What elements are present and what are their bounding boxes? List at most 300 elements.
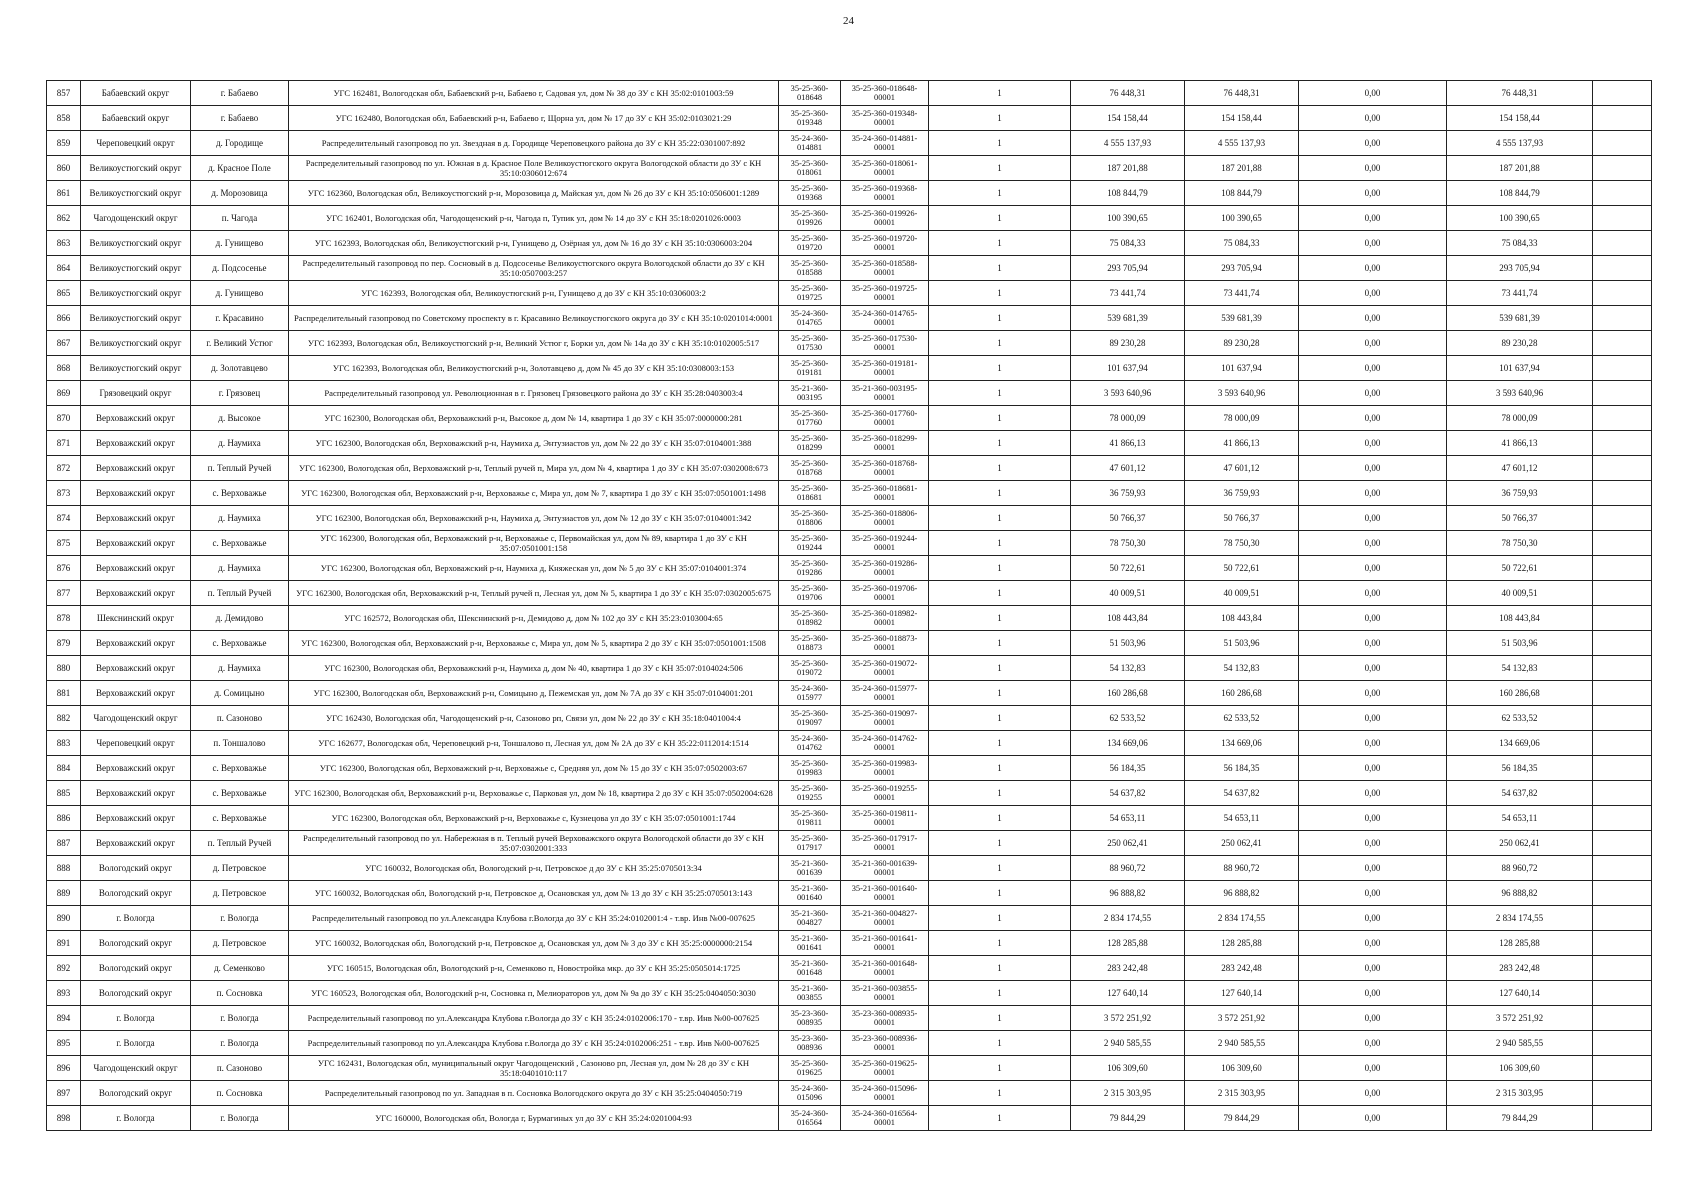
settlement-cell: д. Наумиха [191, 656, 289, 681]
note-cell [1593, 706, 1652, 731]
object-code-cell: 35-25-360-018588-00001 [841, 256, 929, 281]
table-row [47, 1056, 1652, 1081]
residual-value-cell: 106 309,60 [1447, 1056, 1593, 1081]
row-number-cell: 886 [47, 806, 81, 831]
residual-value-cell: 88 960,72 [1447, 856, 1593, 881]
depreciation-cell: 0,00 [1299, 1106, 1447, 1131]
inventory-code-cell: 35-25-360-019926 [779, 206, 841, 231]
residual-value-cell: 108 443,84 [1447, 606, 1593, 631]
district-cell: Великоустюгский округ [81, 231, 191, 256]
inventory-code-cell: 35-25-360-019286 [779, 556, 841, 581]
settlement-cell: г. Вологда [191, 1006, 289, 1031]
settlement-cell: с. Верховажье [191, 756, 289, 781]
object-code-cell: 35-25-360-019725-00001 [841, 281, 929, 306]
note-cell [1593, 81, 1652, 106]
residual-value-cell: 3 572 251,92 [1447, 1006, 1593, 1031]
table-row [47, 831, 1652, 856]
quantity-cell: 1 [929, 156, 1071, 181]
row-number-cell: 895 [47, 1031, 81, 1056]
residual-value-cell: 160 286,68 [1447, 681, 1593, 706]
object-code-cell: 35-21-360-001639-00001 [841, 856, 929, 881]
table-row [47, 381, 1652, 406]
note-cell [1593, 781, 1652, 806]
district-cell: Верховажский округ [81, 406, 191, 431]
book-value-cell: 3 593 640,96 [1185, 381, 1299, 406]
residual-value-cell: 108 844,79 [1447, 181, 1593, 206]
object-code-cell: 35-25-360-018681-00001 [841, 481, 929, 506]
object-code-cell: 35-21-360-001640-00001 [841, 881, 929, 906]
object-code-cell: 35-24-360-014765-00001 [841, 306, 929, 331]
depreciation-cell: 0,00 [1299, 981, 1447, 1006]
quantity-cell: 1 [929, 831, 1071, 856]
depreciation-cell: 0,00 [1299, 631, 1447, 656]
inventory-code-cell: 35-25-360-019368 [779, 181, 841, 206]
depreciation-cell: 0,00 [1299, 731, 1447, 756]
book-value-cell: 100 390,65 [1185, 206, 1299, 231]
district-cell: г. Вологда [81, 1031, 191, 1056]
inventory-code-cell: 35-25-360-019720 [779, 231, 841, 256]
table-row [47, 181, 1652, 206]
initial-cost-cell: 187 201,88 [1071, 156, 1185, 181]
note-cell [1593, 406, 1652, 431]
quantity-cell: 1 [929, 781, 1071, 806]
row-number-cell: 863 [47, 231, 81, 256]
residual-value-cell: 36 759,93 [1447, 481, 1593, 506]
book-value-cell: 47 601,12 [1185, 456, 1299, 481]
initial-cost-cell: 3 593 640,96 [1071, 381, 1185, 406]
residual-value-cell: 4 555 137,93 [1447, 131, 1593, 156]
initial-cost-cell: 47 601,12 [1071, 456, 1185, 481]
object-address-cell: УГС 162300, Вологодская обл, Верховажский р-н, Наумиха д, Княжеская ул, дом № 5 до ЗУ с КН 35:07:0104001:374 [289, 556, 779, 581]
initial-cost-cell: 89 230,28 [1071, 331, 1185, 356]
settlement-cell: д. Петровское [191, 856, 289, 881]
note-cell [1593, 531, 1652, 556]
district-cell: Череповецкий округ [81, 131, 191, 156]
quantity-cell: 1 [929, 981, 1071, 1006]
quantity-cell: 1 [929, 906, 1071, 931]
object-code-cell: 35-25-360-018299-00001 [841, 431, 929, 456]
object-code-cell: 35-25-360-019097-00001 [841, 706, 929, 731]
object-address-cell: УГС 162300, Вологодская обл, Верховажский р-н, Теплый ручей п, Лесная ул, дом № 5, квартира 1 до ЗУ с КН 35:07:0302005:675 [289, 581, 779, 606]
table-row [47, 481, 1652, 506]
quantity-cell: 1 [929, 281, 1071, 306]
initial-cost-cell: 283 242,48 [1071, 956, 1185, 981]
depreciation-cell: 0,00 [1299, 281, 1447, 306]
note-cell [1593, 431, 1652, 456]
quantity-cell: 1 [929, 1006, 1071, 1031]
district-cell: Верховажский округ [81, 756, 191, 781]
district-cell: Великоустюгский округ [81, 181, 191, 206]
book-value-cell: 96 888,82 [1185, 881, 1299, 906]
quantity-cell: 1 [929, 231, 1071, 256]
object-code-cell: 35-21-360-001641-00001 [841, 931, 929, 956]
table-row [47, 781, 1652, 806]
object-address-cell: УГС 162393, Вологодская обл, Великоустюгский р-н, Гунищево д, Озёрная ул, дом № 16 до ЗУ с КН 35:10:0306003:204 [289, 231, 779, 256]
note-cell [1593, 681, 1652, 706]
quantity-cell: 1 [929, 881, 1071, 906]
initial-cost-cell: 96 888,82 [1071, 881, 1185, 906]
inventory-code-cell: 35-25-360-019181 [779, 356, 841, 381]
object-address-cell: Распределительный газопровод по пер. Сосновый в д. Подсосенье Великоустюгского округа Вологодской области до ЗУ с КН 35:10:0507003:257 [289, 256, 779, 281]
book-value-cell: 4 555 137,93 [1185, 131, 1299, 156]
object-address-cell: Распределительный газопровод по ул. Звездная в д. Городище Череповецкого района до ЗУ с КН 35:22:0301007:892 [289, 131, 779, 156]
book-value-cell: 539 681,39 [1185, 306, 1299, 331]
quantity-cell: 1 [929, 756, 1071, 781]
object-code-cell: 35-23-360-008936-00001 [841, 1031, 929, 1056]
depreciation-cell: 0,00 [1299, 131, 1447, 156]
row-number-cell: 873 [47, 481, 81, 506]
row-number-cell: 869 [47, 381, 81, 406]
settlement-cell: п. Сазоново [191, 1056, 289, 1081]
district-cell: Вологодский округ [81, 1081, 191, 1106]
object-address-cell: УГС 162300, Вологодская обл, Верховажский р-н, Наумиха д, Энтузиастов ул, дом № 22 до ЗУ с КН 35:07:0104001:388 [289, 431, 779, 456]
inventory-code-cell: 35-23-360-008936 [779, 1031, 841, 1056]
initial-cost-cell: 40 009,51 [1071, 581, 1185, 606]
object-address-cell: УГС 162300, Вологодская обл, Верховажский р-н, Теплый ручей п, Мира ул, дом № 4, квартира 1 до ЗУ с КН 35:07:0302008:673 [289, 456, 779, 481]
row-number-cell: 874 [47, 506, 81, 531]
table-row [47, 981, 1652, 1006]
residual-value-cell: 73 441,74 [1447, 281, 1593, 306]
settlement-cell: п. Сосновка [191, 1081, 289, 1106]
table-row [47, 656, 1652, 681]
book-value-cell: 128 285,88 [1185, 931, 1299, 956]
district-cell: Великоустюгский округ [81, 356, 191, 381]
quantity-cell: 1 [929, 931, 1071, 956]
residual-value-cell: 2 940 585,55 [1447, 1031, 1593, 1056]
object-address-cell: УГС 162300, Вологодская обл, Верховажский р-н, Верховажье с, Первомайская ул, дом № 89, квартира 1 до ЗУ с КН 35:07:0501001:158 [289, 531, 779, 556]
district-cell: Верховажский округ [81, 481, 191, 506]
inventory-code-cell: 35-21-360-001648 [779, 956, 841, 981]
district-cell: Великоустюгский округ [81, 331, 191, 356]
district-cell: Бабаевский округ [81, 81, 191, 106]
object-code-cell: 35-21-360-003195-00001 [841, 381, 929, 406]
inventory-code-cell: 35-25-360-018299 [779, 431, 841, 456]
initial-cost-cell: 62 533,52 [1071, 706, 1185, 731]
settlement-cell: с. Верховажье [191, 631, 289, 656]
book-value-cell: 76 448,31 [1185, 81, 1299, 106]
district-cell: г. Вологда [81, 1106, 191, 1131]
quantity-cell: 1 [929, 481, 1071, 506]
district-cell: Верховажский округ [81, 681, 191, 706]
district-cell: Вологодский округ [81, 981, 191, 1006]
settlement-cell: г. Великий Устюг [191, 331, 289, 356]
object-address-cell: УГС 162393, Вологодская обл, Великоустюгский р-н, Золотавцево д, дом № 45 до ЗУ с КН 35:10:0308003:153 [289, 356, 779, 381]
row-number-cell: 858 [47, 106, 81, 131]
initial-cost-cell: 106 309,60 [1071, 1056, 1185, 1081]
book-value-cell: 41 866,13 [1185, 431, 1299, 456]
settlement-cell: г. Вологда [191, 1031, 289, 1056]
row-number-cell: 881 [47, 681, 81, 706]
quantity-cell: 1 [929, 331, 1071, 356]
table-row [47, 406, 1652, 431]
object-code-cell: 35-25-360-018768-00001 [841, 456, 929, 481]
district-cell: Верховажский округ [81, 656, 191, 681]
inventory-code-cell: 35-21-360-001640 [779, 881, 841, 906]
residual-value-cell: 96 888,82 [1447, 881, 1593, 906]
settlement-cell: п. Теплый Ручей [191, 831, 289, 856]
settlement-cell: д. Наумиха [191, 431, 289, 456]
inventory-code-cell: 35-24-360-015977 [779, 681, 841, 706]
note-cell [1593, 931, 1652, 956]
note-cell [1593, 1006, 1652, 1031]
inventory-code-cell: 35-25-360-019625 [779, 1056, 841, 1081]
object-code-cell: 35-21-360-003855-00001 [841, 981, 929, 1006]
table-row [47, 131, 1652, 156]
note-cell [1593, 906, 1652, 931]
district-cell: Вологодский округ [81, 931, 191, 956]
district-cell: Бабаевский округ [81, 106, 191, 131]
row-number-cell: 880 [47, 656, 81, 681]
residual-value-cell: 2 315 303,95 [1447, 1081, 1593, 1106]
quantity-cell: 1 [929, 631, 1071, 656]
residual-value-cell: 62 533,52 [1447, 706, 1593, 731]
object-address-cell: УГС 162300, Вологодская обл, Верховажский р-н, Наумиха д, Энтузиастов ул, дом № 12 до ЗУ с КН 35:07:0104001:342 [289, 506, 779, 531]
district-cell: г. Вологда [81, 1006, 191, 1031]
object-code-cell: 35-25-360-018873-00001 [841, 631, 929, 656]
quantity-cell: 1 [929, 656, 1071, 681]
residual-value-cell: 50 722,61 [1447, 556, 1593, 581]
inventory-code-cell: 35-25-360-019706 [779, 581, 841, 606]
initial-cost-cell: 250 062,41 [1071, 831, 1185, 856]
object-code-cell: 35-24-360-014881-00001 [841, 131, 929, 156]
initial-cost-cell: 134 669,06 [1071, 731, 1185, 756]
book-value-cell: 108 443,84 [1185, 606, 1299, 631]
row-number-cell: 866 [47, 306, 81, 331]
district-cell: Верховажский округ [81, 581, 191, 606]
object-code-cell: 35-25-360-019368-00001 [841, 181, 929, 206]
row-number-cell: 882 [47, 706, 81, 731]
object-code-cell: 35-25-360-019983-00001 [841, 756, 929, 781]
settlement-cell: д. Гунищево [191, 281, 289, 306]
depreciation-cell: 0,00 [1299, 681, 1447, 706]
settlement-cell: г. Вологда [191, 1106, 289, 1131]
note-cell [1593, 856, 1652, 881]
row-number-cell: 867 [47, 331, 81, 356]
depreciation-cell: 0,00 [1299, 1081, 1447, 1106]
depreciation-cell: 0,00 [1299, 806, 1447, 831]
object-code-cell: 35-21-360-001648-00001 [841, 956, 929, 981]
note-cell [1593, 581, 1652, 606]
table-row [47, 1031, 1652, 1056]
inventory-code-cell: 35-25-360-018588 [779, 256, 841, 281]
settlement-cell: г. Красавино [191, 306, 289, 331]
object-address-cell: УГС 160032, Вологодская обл, Вологодский р-н, Петровское д до ЗУ с КН 35:25:0705013:34 [289, 856, 779, 881]
row-number-cell: 894 [47, 1006, 81, 1031]
object-address-cell: УГС 162393, Вологодская обл, Великоустюгский р-н, Великий Устюг г, Борки ул, дом № 14а до ЗУ с КН 35:10:0102005:517 [289, 331, 779, 356]
residual-value-cell: 2 834 174,55 [1447, 906, 1593, 931]
registry-table-body [47, 81, 1652, 1131]
initial-cost-cell: 54 637,82 [1071, 781, 1185, 806]
book-value-cell: 127 640,14 [1185, 981, 1299, 1006]
object-address-cell: УГС 162300, Вологодская обл, Верховажский р-н, Верховажье с, Кузнецова ул до ЗУ с КН 35:07:0501001:1744 [289, 806, 779, 831]
quantity-cell: 1 [929, 681, 1071, 706]
object-code-cell: 35-25-360-019072-00001 [841, 656, 929, 681]
object-code-cell: 35-25-360-019811-00001 [841, 806, 929, 831]
residual-value-cell: 51 503,96 [1447, 631, 1593, 656]
object-address-cell: УГС 162481, Вологодская обл, Бабаевский р-н, Бабаево г, Садовая ул, дом № 38 до ЗУ с КН 35:02:0101003:59 [289, 81, 779, 106]
row-number-cell: 892 [47, 956, 81, 981]
settlement-cell: д. Семенково [191, 956, 289, 981]
inventory-code-cell: 35-21-360-001641 [779, 931, 841, 956]
quantity-cell: 1 [929, 806, 1071, 831]
quantity-cell: 1 [929, 256, 1071, 281]
row-number-cell: 885 [47, 781, 81, 806]
row-number-cell: 896 [47, 1056, 81, 1081]
depreciation-cell: 0,00 [1299, 531, 1447, 556]
table-row [47, 231, 1652, 256]
depreciation-cell: 0,00 [1299, 206, 1447, 231]
object-code-cell: 35-25-360-018982-00001 [841, 606, 929, 631]
object-code-cell: 35-25-360-019244-00001 [841, 531, 929, 556]
row-number-cell: 893 [47, 981, 81, 1006]
settlement-cell: с. Верховажье [191, 481, 289, 506]
settlement-cell: д. Демидово [191, 606, 289, 631]
note-cell [1593, 456, 1652, 481]
residual-value-cell: 250 062,41 [1447, 831, 1593, 856]
object-code-cell: 35-25-360-017917-00001 [841, 831, 929, 856]
residual-value-cell: 79 844,29 [1447, 1106, 1593, 1131]
initial-cost-cell: 56 184,35 [1071, 756, 1185, 781]
inventory-code-cell: 35-25-360-019097 [779, 706, 841, 731]
book-value-cell: 78 750,30 [1185, 531, 1299, 556]
object-address-cell: УГС 162393, Вологодская обл, Великоустюгский р-н, Гунищево д до ЗУ с КН 35:10:0306003:2 [289, 281, 779, 306]
note-cell [1593, 131, 1652, 156]
object-code-cell: 35-24-360-014762-00001 [841, 731, 929, 756]
table-row [47, 331, 1652, 356]
row-number-cell: 891 [47, 931, 81, 956]
initial-cost-cell: 50 722,61 [1071, 556, 1185, 581]
object-code-cell: 35-25-360-018061-00001 [841, 156, 929, 181]
row-number-cell: 878 [47, 606, 81, 631]
table-row [47, 881, 1652, 906]
depreciation-cell: 0,00 [1299, 656, 1447, 681]
note-cell [1593, 631, 1652, 656]
quantity-cell: 1 [929, 181, 1071, 206]
quantity-cell: 1 [929, 1081, 1071, 1106]
note-cell [1593, 606, 1652, 631]
residual-value-cell: 134 669,06 [1447, 731, 1593, 756]
district-cell: Чагодощенский округ [81, 206, 191, 231]
note-cell [1593, 956, 1652, 981]
initial-cost-cell: 101 637,94 [1071, 356, 1185, 381]
residual-value-cell: 75 084,33 [1447, 231, 1593, 256]
row-number-cell: 897 [47, 1081, 81, 1106]
object-code-cell: 35-25-360-019625-00001 [841, 1056, 929, 1081]
table-row [47, 681, 1652, 706]
object-address-cell: Распределительный газопровод по ул. Южная в д. Красное Поле Великоустюгского округа Вологодской области до ЗУ с КН 35:10:0306012:674 [289, 156, 779, 181]
book-value-cell: 160 286,68 [1185, 681, 1299, 706]
object-code-cell: 35-25-360-018648-00001 [841, 81, 929, 106]
object-code-cell: 35-24-360-015977-00001 [841, 681, 929, 706]
object-code-cell: 35-23-360-008935-00001 [841, 1006, 929, 1031]
inventory-code-cell: 35-24-360-014765 [779, 306, 841, 331]
object-address-cell: Распределительный газопровод по ул. Набережная в п. Теплый ручей Верховажского округа Вологодской области до ЗУ с КН 35:07:0302001:333 [289, 831, 779, 856]
depreciation-cell: 0,00 [1299, 1031, 1447, 1056]
object-code-cell: 35-25-360-019720-00001 [841, 231, 929, 256]
book-value-cell: 250 062,41 [1185, 831, 1299, 856]
residual-value-cell: 40 009,51 [1447, 581, 1593, 606]
table-row [47, 256, 1652, 281]
initial-cost-cell: 75 084,33 [1071, 231, 1185, 256]
table-row [47, 356, 1652, 381]
row-number-cell: 879 [47, 631, 81, 656]
quantity-cell: 1 [929, 956, 1071, 981]
inventory-code-cell: 35-25-360-019811 [779, 806, 841, 831]
row-number-cell: 898 [47, 1106, 81, 1131]
table-row [47, 156, 1652, 181]
initial-cost-cell: 2 834 174,55 [1071, 906, 1185, 931]
depreciation-cell: 0,00 [1299, 456, 1447, 481]
depreciation-cell: 0,00 [1299, 231, 1447, 256]
residual-value-cell: 154 158,44 [1447, 106, 1593, 131]
residual-value-cell: 293 705,94 [1447, 256, 1593, 281]
book-value-cell: 3 572 251,92 [1185, 1006, 1299, 1031]
quantity-cell: 1 [929, 556, 1071, 581]
book-value-cell: 2 834 174,55 [1185, 906, 1299, 931]
settlement-cell: д. Высокое [191, 406, 289, 431]
note-cell [1593, 656, 1652, 681]
inventory-code-cell: 35-25-360-018873 [779, 631, 841, 656]
row-number-cell: 870 [47, 406, 81, 431]
district-cell: Великоустюгский округ [81, 306, 191, 331]
quantity-cell: 1 [929, 531, 1071, 556]
inventory-code-cell: 35-24-360-015096 [779, 1081, 841, 1106]
note-cell [1593, 281, 1652, 306]
initial-cost-cell: 73 441,74 [1071, 281, 1185, 306]
note-cell [1593, 881, 1652, 906]
object-address-cell: Распределительный газопровод по ул.Александра Клубова г.Вологда до ЗУ с КН 35:24:0102006:170 - т.вр. Инв №00-007625 [289, 1006, 779, 1031]
object-address-cell: УГС 162300, Вологодская обл, Верховажский р-н, Верховажье с, Средняя ул, дом № 15 до ЗУ с КН 35:07:0502003:67 [289, 756, 779, 781]
quantity-cell: 1 [929, 856, 1071, 881]
table-row [47, 281, 1652, 306]
quantity-cell: 1 [929, 606, 1071, 631]
table-row [47, 1006, 1652, 1031]
settlement-cell: с. Верховажье [191, 531, 289, 556]
settlement-cell: п. Сосновка [191, 981, 289, 1006]
book-value-cell: 134 669,06 [1185, 731, 1299, 756]
quantity-cell: 1 [929, 131, 1071, 156]
object-address-cell: Распределительный газопровод по ул.Александра Клубова г.Вологда до ЗУ с КН 35:24:0102001:4 - т.вр. Инв №00-007625 [289, 906, 779, 931]
book-value-cell: 62 533,52 [1185, 706, 1299, 731]
depreciation-cell: 0,00 [1299, 381, 1447, 406]
object-address-cell: УГС 162360, Вологодская обл, Великоустюгский р-н, Морозовица д, Майская ул, дом № 26 до ЗУ с КН 35:10:0506001:1289 [289, 181, 779, 206]
initial-cost-cell: 54 653,11 [1071, 806, 1185, 831]
object-address-cell: УГС 162300, Вологодская обл, Верховажский р-н, Верховажье с, Мира ул, дом № 7, квартира 1 до ЗУ с КН 35:07:0501001:1498 [289, 481, 779, 506]
table-row [47, 931, 1652, 956]
object-address-cell: УГС 162401, Вологодская обл, Чагодощенский р-н, Чагода п, Тупик ул, дом № 14 до ЗУ с КН 35:18:0201026:0003 [289, 206, 779, 231]
table-row [47, 306, 1652, 331]
district-cell: Чагодощенский округ [81, 1056, 191, 1081]
inventory-code-cell: 35-25-360-018982 [779, 606, 841, 631]
quantity-cell: 1 [929, 706, 1071, 731]
object-code-cell: 35-25-360-017760-00001 [841, 406, 929, 431]
book-value-cell: 106 309,60 [1185, 1056, 1299, 1081]
object-address-cell: Распределительный газопровод по Советскому проспекту в г. Красавино Великоустюгского округа до ЗУ с КН 35:10:0201014:0001 [289, 306, 779, 331]
inventory-code-cell: 35-25-360-017760 [779, 406, 841, 431]
depreciation-cell: 0,00 [1299, 831, 1447, 856]
initial-cost-cell: 88 960,72 [1071, 856, 1185, 881]
book-value-cell: 154 158,44 [1185, 106, 1299, 131]
depreciation-cell: 0,00 [1299, 706, 1447, 731]
note-cell [1593, 556, 1652, 581]
settlement-cell: д. Петровское [191, 881, 289, 906]
table-row [47, 756, 1652, 781]
row-number-cell: 876 [47, 556, 81, 581]
row-number-cell: 888 [47, 856, 81, 881]
book-value-cell: 283 242,48 [1185, 956, 1299, 981]
book-value-cell: 56 184,35 [1185, 756, 1299, 781]
depreciation-cell: 0,00 [1299, 1006, 1447, 1031]
